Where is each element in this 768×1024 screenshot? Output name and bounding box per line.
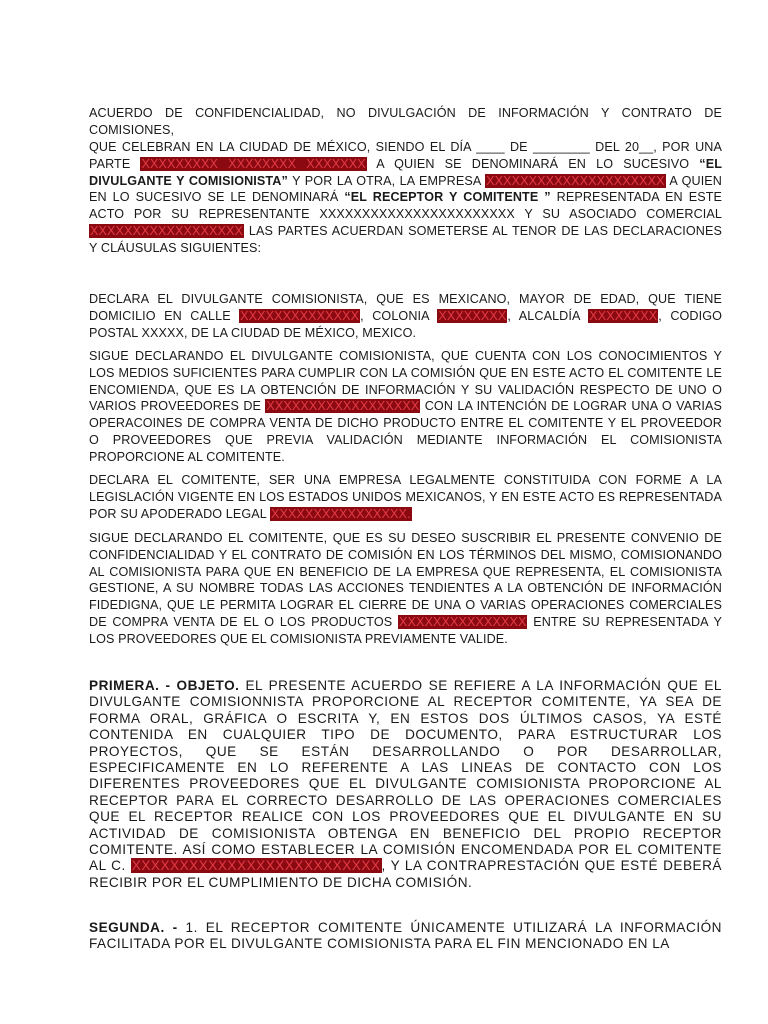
declaration-2 — [89, 348, 722, 466]
intro-paragraph — [89, 139, 722, 257]
redacted-products: XXXXXXXXXXXXXXX — [398, 614, 527, 629]
declaration-2-text-2: CON LA INTENCIÓN DE LOGRAR UNA O VARIAS OPERACOINES DE COMPRA VENTA DE DICHO PRODUCTO ENTRE EL COMITENTE Y EL PROVEEDOR O PROVEEDORES QUE PREVIA VALIDACIÓN MEDIANTE INFORMACIÓN EL COMISIONISTA PROPORCIONE AL COMITENTE. — [89, 399, 722, 464]
declaration-2-text-1: SIGUE DECLARANDO EL DIVULGANTE COMISIONISTA, QUE CUENTA CON LOS CONOCIMIENTOS Y LOS MEDIOS SUFICIENTES PARA CUMPLIR CON LA COMISIÓN QUE EN ESTE ACTO EL COMITENTE LE ENCOMIENDA, QUE ES LA OBTENCIÓN DE INFORMACIÓN Y SU VALIDACIÓN RESPECTO DE UNO O VARIOS PROVEEDORES DE — [89, 349, 722, 414]
clause-primera-text-1: EL PRESENTE ACUERDO SE REFIERE A LA INFORMACIÓN QUE EL DIVULGANTE COMISIONNISTA PROPORCIONE AL RECEPTOR COMITENTE, YA SEA DE FORMA ORAL, GRÁFICA O ESCRITA Y, EN ESTOS DOS ÚLTIMOS CASOS, YA ESTÉ CONTENIDA EN CUALQUIER TIPO DE DOCUMENTO, PARA ESTRUCTURAR LOS PROYECTOS, QUE SE ESTÁN DESARROLLANDO O POR DESARROLLAR, ESPECIFICAMENTE EN LO REFERENTE A LAS LINEAS DE CONTACTO CON LOS DIFERENTES PROVEEDORES QUE EL DIVULGANTE COMISIONISTA PROPORCIONE AL RECEPTOR PARA EL CORRECTO DESARROLLO DE LAS OPERACIONES COMERCIALES QUE EL RECEPTOR REALICE CON LOS PROVEEDORES QUE EL DIVULGANTE EN SU ACTIVIDAD DE COMISIONISTA OBTENGA EN BENEFICIO DEL PROPIO RECEPTOR COMITENTE. ASÍ COMO ESTABLECER LA COMISIÓN ENCOMENDADA POR EL COMITENTE AL C. — [89, 678, 722, 874]
clause-primera-text-2: , Y LA CONTRAPRESTACIÓN QUE ESTÉ DEBERÁ RECIBIR POR EL CUMPLIMIENTO DE DICHA COMISIÓN. — [89, 858, 722, 890]
redacted-legal-representative: XXXXXXXXXXXXXXXX. — [271, 506, 411, 521]
redacted-colonia: XXXXXXXX — [438, 308, 507, 323]
redacted-company-name: XXXXXXXXXXXXXXXXXXXXX — [486, 173, 665, 188]
clause-segunda-text-1: 1. EL RECEPTOR COMITENTE ÚNICAMENTE UTILIZARÁ LA INFORMACIÓN FACILITADA POR EL DIVULGANTE COMISIONISTA PARA EL FIN MENCIONADO EN LA — [89, 920, 722, 952]
redacted-alcaldia: XXXXXXXX — [589, 308, 658, 323]
declaration-3 — [89, 472, 722, 522]
intro-title — [89, 105, 722, 139]
clause-segunda-heading: SEGUNDA. - — [89, 920, 178, 935]
redacted-commissioner-name: XXXXXXXXXXXXXXXXXXXXXXXXXX — [131, 858, 381, 874]
clause-segunda — [89, 920, 722, 953]
declaration-3-text-1: DECLARA EL COMITENTE, SER UNA EMPRESA LEGALMENTE CONSTITUIDA CON FORME A LA LEGISLACIÓN VIGENTE EN LOS ESTADOS UNIDOS MEXICANOS, Y EN ESTE ACTO ES REPRESENTADA POR SU APODERADO LEGAL — [89, 473, 722, 521]
declaration-1-text-3: , ALCALDÍA — [507, 308, 589, 323]
declaration-1-text-2: , COLONIA — [360, 308, 438, 323]
intro-text-3: Y POR LA OTRA, LA EMPRESA — [287, 173, 486, 188]
redacted-product: XXXXXXXXXXXXXXXXXX — [266, 399, 420, 414]
intro-title-text: ACUERDO DE CONFIDENCIALIDAD, NO DIVULGACIÓN DE INFORMACIÓN Y CONTRATO DE COMISIONES, — [89, 106, 722, 137]
intro-text-1: QUE CELEBRAN EN LA CIUDAD DE MÉXICO, SIENDO EL DÍA ____ DE ________ DEL 20__, POR UNA PARTE — [89, 140, 722, 171]
redacted-divulgante-name: XXXXXXXXX XXXXXXXX XXXXXXX — [141, 156, 366, 171]
clause-primera — [89, 678, 722, 891]
intro-text-2: A QUIEN SE DENOMINARÁ EN LO SUCESIVO — [366, 156, 700, 171]
redacted-street: XXXXXXXXXXXXXX — [240, 308, 360, 323]
party-receptor-label: “EL RECEPTOR Y COMITENTE ” — [344, 190, 551, 205]
intro-text-5: REPRESENTADA EN ESTE ACTO POR SU REPRESENTANTE XXXXXXXXXXXXXXXXXXXXXXX Y SU ASOCIADO COMERCIAL — [89, 190, 723, 222]
declaration-4-text-2: ENTRE SU REPRESENTADA Y LOS PROVEEDORES QUE EL COMISIONISTA PREVIAMENTE VALIDE. — [89, 614, 722, 646]
redacted-associate-name: XXXXXXXXXXXXXXXXXX — [90, 223, 243, 238]
party-divulgante-label: “EL DIVULGANTE Y COMISIONISTA” — [89, 156, 722, 188]
intro-text-6: LAS PARTES ACUERDAN SOMETERSE AL TENOR DE LAS DECLARACIONES Y CLÁUSULAS SIGUIENTES: — [89, 223, 722, 255]
declaration-1-text-4: , CODIGO POSTAL XXXXX, DE LA CIUDAD DE MÉXICO, MEXICO. — [89, 308, 722, 340]
declaration-4-text-1: SIGUE DECLARANDO EL COMITENTE, QUE ES SU DESEO SUSCRIBIR EL PRESENTE CONVENIO DE CONFIDENCIALIDAD Y EL CONTRATO DE COMISIÓN EN LOS TÉRMINOS DEL MISMO, COMISIONANDO AL COMISIONISTA PARA QUE EN BENEFICIO DE LA EMPRESA QUE REPRESENTA, EL COMISIONISTA GESTIONE, A SU NOMBRE TODAS LAS ACCIONES TENDIENTES A LA OBTENCIÓN DE INFORMACIÓN FIDEDIGNA, QUE LE PERMITA LOGRAR EL CIERRE DE UNA O VARIAS OPERACIONES COMERCIALES DE COMPRA VENTA DE EL O LOS PRODUCTOS — [89, 531, 722, 629]
intro-text-4: A QUIEN EN LO SUCESIVO SE LE DENOMINARÁ — [89, 173, 722, 205]
clause-primera-heading: PRIMERA. - OBJETO. — [89, 678, 240, 693]
declaration-1-text-1: DECLARA EL DIVULGANTE COMISIONISTA, QUE ES MEXICANO, MAYOR DE EDAD, QUE TIENE DOMICILIO EN CALLE — [89, 292, 722, 323]
declaration-1 — [89, 291, 722, 341]
declaration-4 — [89, 530, 722, 648]
